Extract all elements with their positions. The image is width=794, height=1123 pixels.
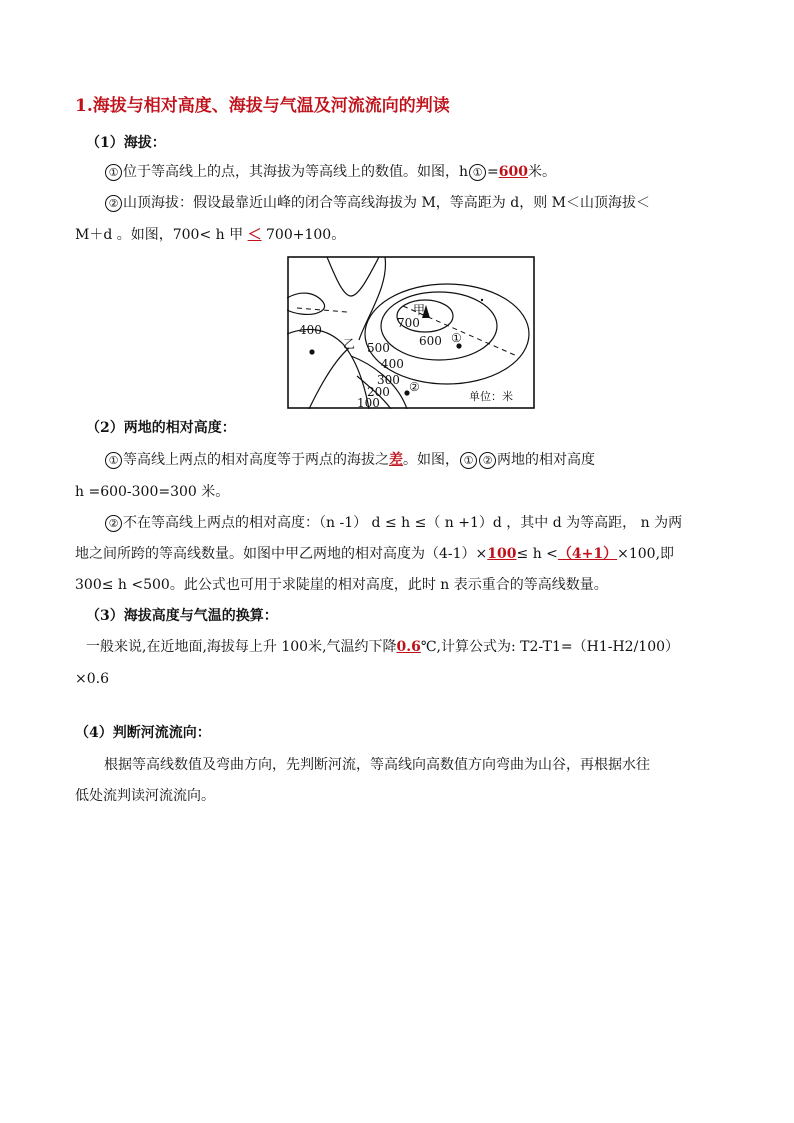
text: 地之间所跨的等高线数量。如图中甲乙两地的相对高度为（4-1）× xyxy=(75,546,488,562)
label-yi: 乙 xyxy=(343,337,356,351)
label-jia: 甲 xyxy=(413,303,426,317)
point-yi-dot xyxy=(309,349,314,354)
contour-map xyxy=(287,256,535,409)
text: ≤ h < xyxy=(516,546,558,562)
answer-difference: 差 xyxy=(389,452,403,468)
section-1-heading: （1）海拔： xyxy=(86,135,166,151)
small-dot xyxy=(481,299,483,301)
s2-paragraph-5: 300≤ h <500。此公式也可用于求陡崖的相对高度，此时 n 表示重合的等高线数量。 xyxy=(75,577,608,593)
label-600: 600 xyxy=(419,334,442,348)
text: 等高线上两点的相对高度等于两点的海拔之 xyxy=(123,452,389,468)
s1-paragraph-3 xyxy=(75,225,345,245)
label-circle-2: ② xyxy=(409,380,420,394)
section-4-heading: （4）判断河流流向： xyxy=(75,725,211,741)
label-700: 700 xyxy=(397,316,420,330)
label-400-left: 400 xyxy=(299,323,322,337)
text: ×100,即 xyxy=(617,546,675,562)
answer-n-plus-1: （4+1） xyxy=(557,546,618,562)
page-title: 1.海拔与相对高度、海拔与气温及河流流向的判读 xyxy=(75,96,450,116)
answer-0-6: 0.6 xyxy=(396,639,421,655)
section-3-heading: （3）海拔高度与气温的换算： xyxy=(86,608,278,624)
label-100: 100 xyxy=(357,396,380,409)
circled-number-1: ① xyxy=(105,452,122,469)
text: M＋d 。如图，700< h 甲 xyxy=(75,227,248,243)
text: = xyxy=(487,164,499,180)
text: 米。 xyxy=(527,164,556,180)
text: 两地的相对高度 xyxy=(497,452,595,468)
label-300: 300 xyxy=(377,373,400,387)
circled-number-1: ① xyxy=(460,452,477,469)
unit-label: 单位：米 xyxy=(469,390,513,403)
answer-less-than: ＜ xyxy=(247,227,262,243)
text: 。如图， xyxy=(403,452,459,468)
circled-number-1: ① xyxy=(469,164,486,181)
s2-paragraph-2: h =600-300=300 米。 xyxy=(75,484,230,500)
s4-paragraph-1: 根据等高线数值及弯曲方向，先判断河流，等高线向高数值方向弯曲为山谷，再根据水往 xyxy=(104,757,650,773)
s2-paragraph-1 xyxy=(104,450,595,470)
s2-paragraph-4 xyxy=(75,544,674,564)
text: 山顶海拔：假设最靠近山峰的闭合等高线海拔为 M，等高距为 d，则 M＜山顶海拔＜ xyxy=(123,195,650,211)
circled-number-2: ② xyxy=(479,452,496,469)
label-500: 500 xyxy=(367,341,390,355)
answer-100: 100 xyxy=(487,546,517,562)
s1-paragraph-2 xyxy=(104,193,650,213)
circled-number-2: ② xyxy=(105,195,122,212)
text: ℃,计算公式为: T2-T1=（H1-H2/100） xyxy=(420,639,680,655)
section-2-heading: （2）两地的相对高度： xyxy=(86,420,236,436)
s2-paragraph-3 xyxy=(104,513,682,533)
label-200: 200 xyxy=(367,385,390,399)
s3-paragraph-2: ×0.6 xyxy=(75,671,109,687)
text: 700+100。 xyxy=(261,227,346,243)
text: 不在等高线上两点的相对高度：（n -1） d ≤ h ≤（ n +1）d ，其中 d 为等高距， n 为两 xyxy=(123,515,683,531)
answer-600: 600 xyxy=(498,164,528,180)
label-circle-1: ① xyxy=(451,331,462,345)
s4-paragraph-2: 低处流判读河流流向。 xyxy=(75,788,215,804)
text: 一般来说,在近地面,海拔每上升 100米,气温约下降 xyxy=(86,639,397,655)
text: 位于等高线上的点，其海拔为等高线上的数值。如图，h xyxy=(123,164,469,180)
s3-paragraph-1 xyxy=(86,637,679,657)
circled-number-1: ① xyxy=(105,164,122,181)
s1-paragraph-1 xyxy=(104,162,556,182)
label-400: 400 xyxy=(381,357,404,371)
circled-number-2: ② xyxy=(105,515,122,532)
